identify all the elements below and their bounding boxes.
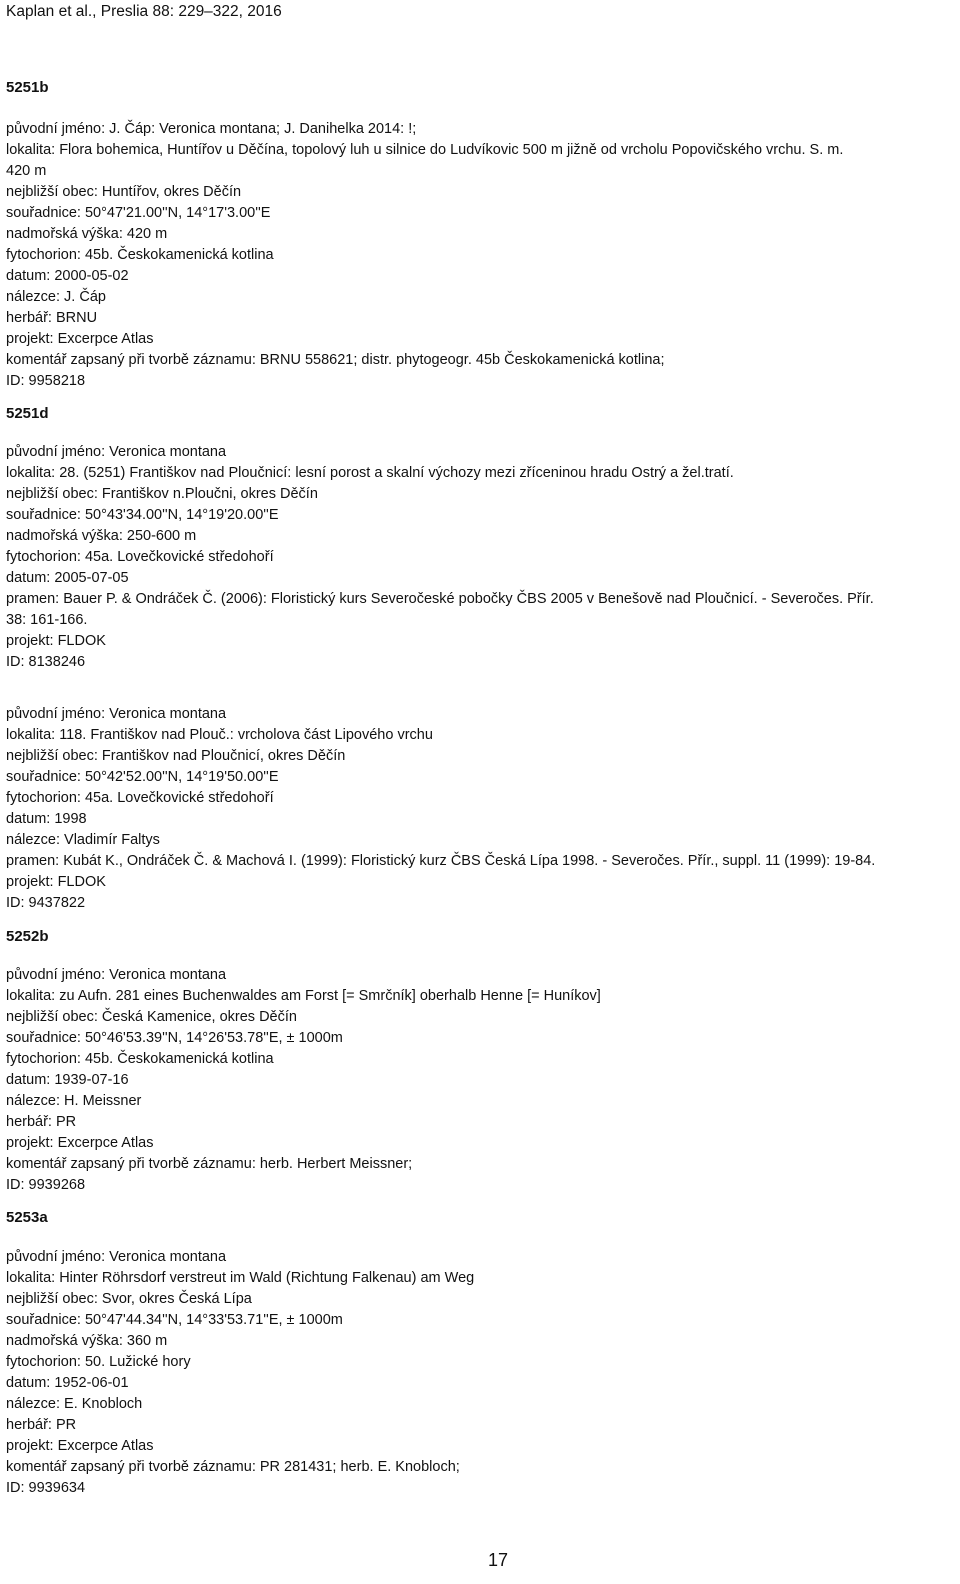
record-line-project: projekt: Excerpce Atlas — [6, 1438, 154, 1454]
record-line-project: projekt: Excerpce Atlas — [6, 331, 154, 347]
record-line-original-name: původní jméno: Veronica montana — [6, 706, 227, 722]
record-line-coordinates: souřadnice: 50°47'44.34''N, 14°33'53.71''E, ± 1000m — [6, 1312, 343, 1328]
section-5253a — [6, 1207, 956, 1228]
section-heading: 5252b — [6, 928, 49, 945]
record-line-phytochorion: fytochorion: 45b. Českokamenická kotlina — [6, 247, 274, 263]
record-line-comment: komentář zapsaný při tvorbě záznamu: herb. Herbert Meissner; — [6, 1156, 413, 1172]
record-line-coordinates: souřadnice: 50°46'53.39''N, 14°26'53.78''E, ± 1000m — [6, 1030, 343, 1046]
record-line-locality: lokalita: zu Aufn. 281 eines Buchenwaldes am Forst [= Smrčník] oberhalb Henne [= Huníkov] — [6, 988, 601, 1004]
record-5253a-1 — [6, 1247, 956, 1499]
record-line-project: projekt: FLDOK — [6, 874, 106, 890]
record-5251b-1 — [6, 119, 956, 392]
record-line-date: datum: 1939-07-16 — [6, 1072, 129, 1088]
record-line-coordinates: souřadnice: 50°43'34.00''N, 14°19'20.00''E — [6, 507, 279, 523]
record-line-nearest-town: nejbližší obec: Česká Kamenice, okres Děčín — [6, 1009, 297, 1025]
record-line-comment: komentář zapsaný při tvorbě záznamu: PR 281431; herb. E. Knobloch; — [6, 1459, 460, 1475]
record-line-id: ID: 9958218 — [6, 373, 86, 389]
record-line-phytochorion: fytochorion: 45a. Lovečkovické středohoří — [6, 549, 274, 565]
record-line-id: ID: 8138246 — [6, 654, 86, 670]
section-heading: 5253a — [6, 1209, 48, 1226]
record-line-collector: nálezce: Vladimír Faltys — [6, 832, 160, 848]
record-line-source: pramen: Kubát K., Ondráček Č. & Machová I. (1999): Floristický kurz ČBS Česká Lípa 1998. - Severočes. Přír., suppl. 11 (1999): 19-84. — [6, 853, 876, 869]
record-line-phytochorion: fytochorion: 50. Lužické hory — [6, 1354, 191, 1370]
record-line-original-name: původní jméno: Veronica montana — [6, 1249, 227, 1265]
record-line-nearest-town: nejbližší obec: Svor, okres Česká Lípa — [6, 1291, 252, 1307]
record-line-altitude: nadmořská výška: 250-600 m — [6, 528, 197, 544]
record-line-nearest-town: nejbližší obec: Františkov n.Ploučni, okres Děčín — [6, 486, 318, 502]
record-line-project: projekt: Excerpce Atlas — [6, 1135, 154, 1151]
record-line-collector: nálezce: H. Meissner — [6, 1093, 142, 1109]
record-line-collector: nálezce: E. Knobloch — [6, 1396, 143, 1412]
record-line-original-name: původní jméno: J. Čáp: Veronica montana; J. Danihelka 2014: !; — [6, 121, 417, 137]
record-line-herbarium: herbář: PR — [6, 1417, 77, 1433]
record-line-herbarium: herbář: BRNU — [6, 310, 98, 326]
record-line-original-name: původní jméno: Veronica montana — [6, 444, 227, 460]
record-line-date: datum: 2000-05-02 — [6, 268, 129, 284]
record-line-locality: lokalita: Hinter Röhrsdorf verstreut im Wald (Richtung Falkenau) am Weg — [6, 1270, 475, 1286]
section-heading: 5251d — [6, 405, 49, 422]
record-line-altitude: nadmořská výška: 360 m — [6, 1333, 168, 1349]
section-5251d — [6, 403, 956, 424]
record-line-id: ID: 9437822 — [6, 895, 86, 911]
record-line-nearest-town: nejbližší obec: Františkov nad Ploučnicí, okres Děčín — [6, 748, 346, 764]
record-line-date: datum: 2005-07-05 — [6, 570, 129, 586]
record-line-source-cont: 38: 161-166. — [6, 612, 88, 628]
record-line-id: ID: 9939634 — [6, 1480, 86, 1496]
record-line-collector: nálezce: J. Čáp — [6, 289, 106, 305]
record-line-nearest-town: nejbližší obec: Huntířov, okres Děčín — [6, 184, 242, 200]
record-line-coordinates: souřadnice: 50°42'52.00''N, 14°19'50.00''E — [6, 769, 279, 785]
record-line-date: datum: 1952-06-01 — [6, 1375, 129, 1391]
record-line-coordinates: souřadnice: 50°47'21.00''N, 14°17'3.00''E — [6, 205, 271, 221]
record-line-project: projekt: FLDOK — [6, 633, 106, 649]
record-5251d-1 — [6, 442, 956, 673]
record-line-original-name: původní jméno: Veronica montana — [6, 967, 227, 983]
record-line-phytochorion: fytochorion: 45b. Českokamenická kotlina — [6, 1051, 274, 1067]
record-line-phytochorion: fytochorion: 45a. Lovečkovické středohoří — [6, 790, 274, 806]
record-line-source: pramen: Bauer P. & Ondráček Č. (2006): Floristický kurs Severočeské pobočky ČBS 2005 v Benešově nad Ploučnicí. - Severočes. Přír. — [6, 591, 874, 607]
record-line-id: ID: 9939268 — [6, 1177, 86, 1193]
record-line-comment: komentář zapsaný při tvorbě záznamu: BRNU 558621; distr. phytogeogr. 45b Českokamenická kotlina; — [6, 352, 665, 368]
page-number: 17 — [487, 1550, 509, 1570]
record-5252b-1 — [6, 965, 956, 1196]
record-line-locality: lokalita: 28. (5251) Františkov nad Ploučnicí: lesní porost a skalní výchozy mezi zříceninou hradu Ostrý a žel.tratí. — [6, 465, 734, 481]
section-5252b — [6, 926, 956, 947]
record-line-locality: lokalita: 118. Františkov nad Plouč.: vrcholova část Lipového vrchu — [6, 727, 433, 743]
record-line-herbarium: herbář: PR — [6, 1114, 77, 1130]
record-5251d-2 — [6, 704, 956, 914]
section-heading: 5251b — [6, 79, 49, 96]
section-5251b — [6, 77, 956, 98]
record-line-altitude: nadmořská výška: 420 m — [6, 226, 168, 242]
record-line-date: datum: 1998 — [6, 811, 87, 827]
running-header: Kaplan et al., Preslia 88: 229–322, 2016 — [6, 3, 282, 20]
record-line-locality: lokalita: Flora bohemica, Huntířov u Děčína, topolový luh u silnice do Ludvíkovic 500 m jižně od vrcholu Popovičského vrchu. S. m. — [6, 142, 844, 158]
record-line-locality-cont: 420 m — [6, 163, 47, 179]
